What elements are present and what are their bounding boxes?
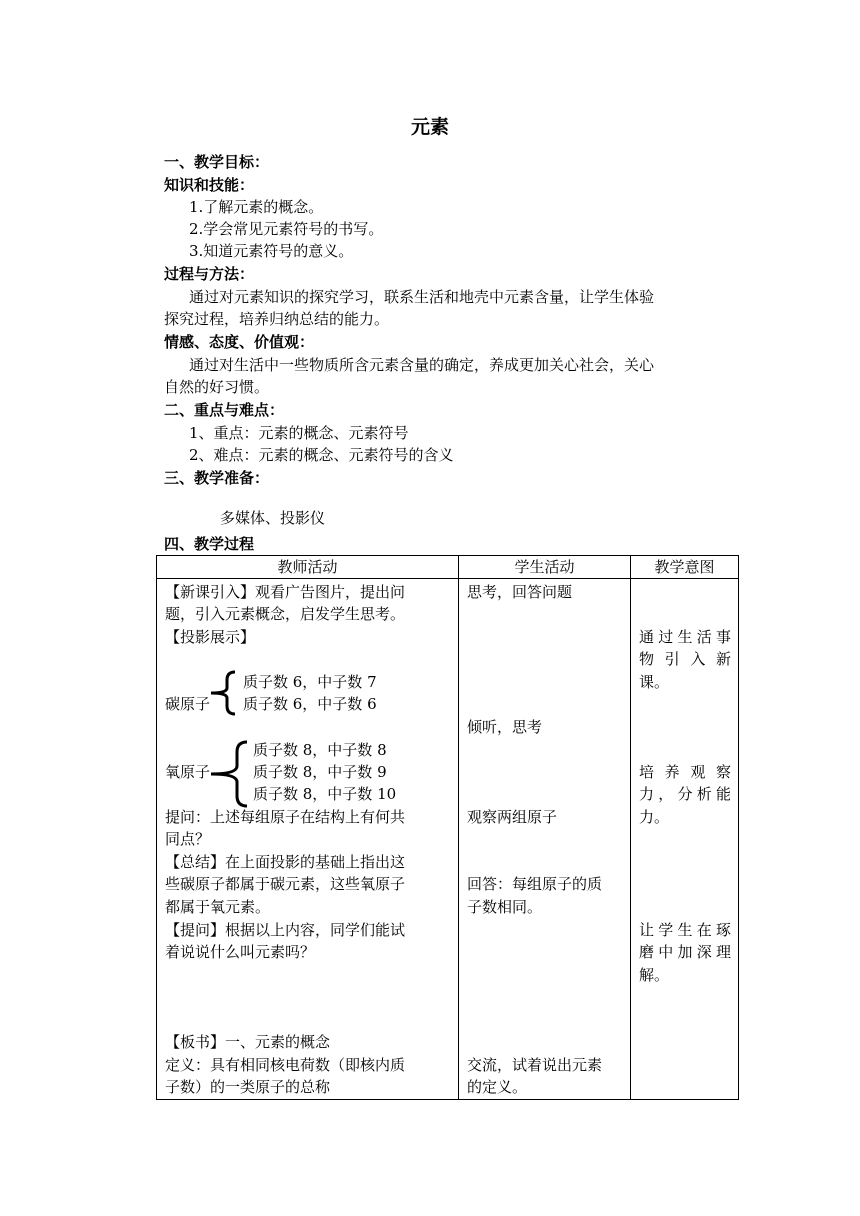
knowledge-item: 2.学会常见元素符号的书写。 <box>189 220 384 238</box>
ask-line: 【提问】根据以上内容，同学们能试 <box>165 921 406 939</box>
intent-line: 通过生活事 <box>639 628 731 646</box>
emotion-text-line: 自然的好习惯。 <box>164 378 270 396</box>
summary-line: 都属于氧元素。 <box>165 898 271 916</box>
process-text-line: 通过对元素知识的探究学习，联系生活和地壳中元素含量，让学生体验 <box>189 288 655 306</box>
emotion-text-line: 通过对生活中一些物质所含元素含量的确定，养成更加关心社会，关心 <box>189 356 655 374</box>
intent-line: 力，分析能 <box>639 785 731 803</box>
header-student: 学生活动 <box>459 556 631 579</box>
preparation-text: 多媒体、投影仪 <box>220 509 326 527</box>
student-activity: 的定义。 <box>467 1078 528 1096</box>
page-title: 元素 <box>410 116 449 138</box>
header-teacher: 教师活动 <box>157 556 459 579</box>
emotion-heading: 情感、态度、价值观： <box>164 333 315 351</box>
question-line: 提问：上述每组原子在结构上有何共 <box>165 808 406 826</box>
process-section-heading: 四、教学过程 <box>164 535 255 553</box>
header-intent: 教学意图 <box>631 556 739 579</box>
question-line: 同点？ <box>165 830 211 848</box>
student-activity: 观察两组原子 <box>467 808 558 826</box>
carbon-line: 质子数 6，中子数 7 <box>243 673 377 691</box>
intent-line: 物 引 入 新 <box>639 650 731 668</box>
summary-line: 【总结】在上面投影的基础上指出这 <box>165 853 406 871</box>
intro-line: 题，引入元素概念，启发学生思考。 <box>165 605 406 623</box>
lesson-table <box>156 555 739 1100</box>
definition-line: 子数）的一类原子的总称 <box>165 1078 331 1096</box>
objectives-heading: 一、教学目标： <box>164 153 270 171</box>
carbon-brace <box>209 670 241 716</box>
table-header-row <box>157 556 739 579</box>
intent-line: 培 养 观 察 <box>639 763 731 781</box>
intent-line: 磨中加深理 <box>639 943 731 961</box>
oxygen-label: 氧原子 <box>165 763 211 781</box>
student-cell <box>459 579 631 1100</box>
intent-line: 让学生在琢 <box>639 921 731 939</box>
carbon-line: 质子数 6，中子数 6 <box>243 695 377 713</box>
keypoints-heading: 二、重点与难点： <box>164 401 285 419</box>
student-activity: 交流，试着说出元素 <box>467 1056 603 1074</box>
knowledge-item: 1.了解元素的概念。 <box>189 198 324 216</box>
intent-line: 课。 <box>639 673 670 691</box>
student-activity: 子数相同。 <box>467 898 543 916</box>
student-activity: 回答：每组原子的质 <box>467 875 603 893</box>
knowledge-heading: 知识和技能： <box>164 176 255 194</box>
student-activity: 思考，回答问题 <box>467 583 573 601</box>
intent-line: 解。 <box>639 966 670 984</box>
summary-line: 些碳原子都属于碳元素，这些氧原子 <box>165 875 406 893</box>
keypoint-item: 1、重点：元素的概念、元素符号 <box>189 424 409 442</box>
intent-cell <box>631 579 739 1100</box>
oxygen-line: 质子数 8，中子数 8 <box>253 741 387 759</box>
oxygen-line: 质子数 8，中子数 10 <box>253 785 397 803</box>
knowledge-item: 3.知道元素符号的意义。 <box>189 242 354 260</box>
ask-line: 着说说什么叫元素吗？ <box>165 943 316 961</box>
preparation-heading: 三、教学准备： <box>164 469 270 487</box>
oxygen-brace <box>209 740 253 808</box>
projection-label: 【投影展示】 <box>165 628 256 646</box>
intent-line: 力。 <box>639 808 670 826</box>
carbon-label: 碳原子 <box>165 695 211 713</box>
board-line: 【板书】一、元素的概念 <box>165 1033 331 1051</box>
definition-line: 定义：具有相同核电荷数（即核内质 <box>165 1056 406 1074</box>
teacher-cell <box>157 579 459 1100</box>
keypoint-item: 2、难点：元素的概念、元素符号的含义 <box>189 446 454 464</box>
process-heading: 过程与方法： <box>164 265 255 283</box>
table-row <box>157 579 739 1100</box>
oxygen-line: 质子数 8，中子数 9 <box>253 763 387 781</box>
process-text-line: 探究过程，培养归纳总结的能力。 <box>164 310 390 328</box>
intro-line: 【新课引入】观看广告图片，提出问 <box>165 583 406 601</box>
student-activity: 倾听，思考 <box>467 718 543 736</box>
